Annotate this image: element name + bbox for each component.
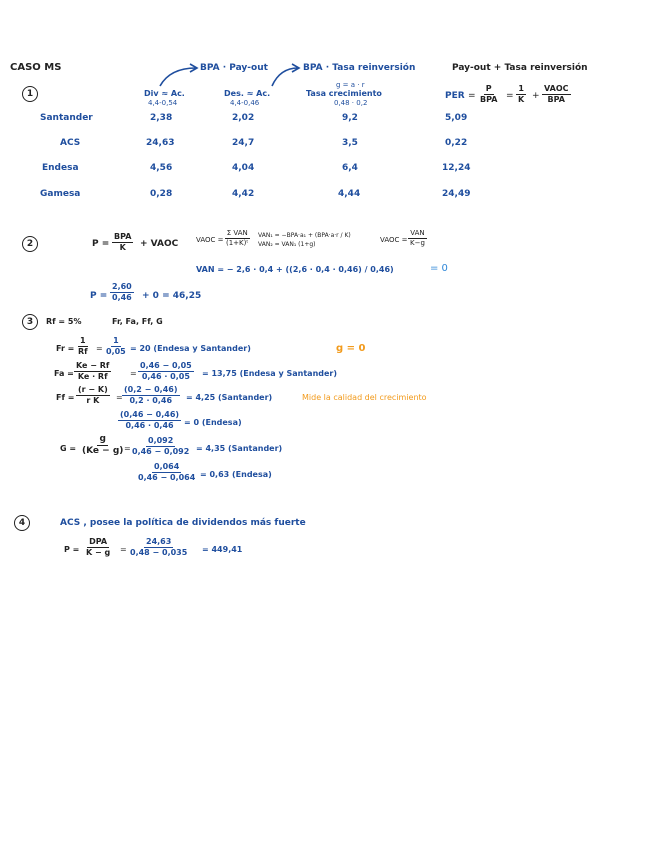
section-number-3: 3	[22, 314, 38, 330]
s3-ff2-fraction	[122, 386, 180, 405]
s3-ff2-den: 0,2 · 0,46	[129, 396, 173, 405]
row-per-santander: 5,09	[445, 113, 468, 123]
s3-fa-fraction	[74, 362, 111, 381]
arrow2-label: BPA · Tasa reinversión	[303, 63, 416, 73]
s4-p-num: DPA	[89, 537, 108, 546]
s3-ff-note: Mide la calidad del crecimiento	[302, 393, 427, 402]
s2-p-lhs: P =	[92, 239, 110, 249]
s4-p2-fraction	[128, 538, 189, 557]
column-header-tasa: Tasa crecimiento	[306, 89, 382, 98]
per-f1-num: P	[485, 84, 492, 93]
s3-ff2-num: (0,2 − 0,46)	[124, 385, 178, 394]
s3-g-eq: =	[124, 444, 131, 453]
s3-g2-result: = 4,35 (Santander)	[196, 444, 283, 453]
document-title: CASO MS	[10, 62, 62, 73]
row-per-acs: 0,22	[445, 138, 468, 148]
per-f2-num: 1	[518, 84, 524, 93]
arrow1-label: BPA · Pay-out	[200, 63, 268, 73]
s3-g0: g = 0	[336, 343, 366, 354]
per-f2-den: K	[518, 95, 525, 104]
s3-ff-result: = 4,25 (Santander)	[186, 393, 273, 402]
payout-plus-tasa-label: Pay-out + Tasa reinversión	[452, 63, 588, 73]
s3-fa2-num: 0,46 − 0,05	[140, 361, 192, 370]
s4-p2-den: 0,48 − 0,035	[130, 548, 188, 557]
s3-fa-lhs: Fa =	[54, 369, 74, 378]
s3-ff-lhs: Ff =	[56, 393, 75, 402]
s3-g3-num: 0,064	[154, 462, 180, 471]
s4-p2-num: 24,63	[146, 537, 172, 546]
column-header-tasa-sup: g = a · r	[336, 81, 365, 89]
per-f3-den: BPA	[547, 95, 565, 104]
per-equals: =	[468, 91, 476, 101]
row-div-santander: 2,38	[150, 113, 173, 123]
section-number-2: 2	[22, 236, 38, 252]
s3-ratios: Fr, Fa, Ff, G	[112, 317, 163, 326]
row-div-acs: 24,63	[146, 138, 175, 148]
s2-p-num: BPA	[114, 232, 132, 241]
s3-fa-eq: =	[130, 369, 137, 378]
s3-fr2-num: 1	[113, 336, 119, 345]
s2-vaoc-num: Σ VAN	[226, 229, 248, 237]
s3-fr2-fraction	[104, 337, 128, 356]
per-fraction-2	[516, 85, 526, 104]
column-header-des-sub: 4,4-0,46	[230, 99, 260, 107]
s4-p-fraction	[84, 538, 112, 557]
s2-p2-fraction	[110, 283, 134, 302]
s2-vaoc2-lhs: VAOC =	[380, 236, 408, 244]
s3-fr-fraction	[76, 337, 90, 356]
section-number-4: 4	[14, 515, 30, 531]
s3-ff3-fraction	[118, 411, 181, 430]
s3-ff3-result: = 0 (Endesa)	[184, 418, 242, 427]
s3-g2-num: 0,092	[148, 436, 174, 445]
s4-p-eq: =	[120, 545, 127, 554]
s3-g-lhs: G =	[60, 444, 77, 453]
row-per-gamesa: 24,49	[442, 189, 471, 199]
s4-p-lhs: P =	[64, 545, 80, 554]
s3-g-den: (Ke − g)	[82, 446, 124, 456]
s2-van2: VAN₂ = VAN₁ (1+g)	[258, 241, 316, 248]
s3-ff-eq: =	[116, 393, 123, 402]
row-des-endesa: 4,04	[232, 163, 255, 173]
row-tasa-acs: 3,5	[342, 138, 358, 148]
s3-fa-result: = 13,75 (Endesa y Santander)	[202, 369, 338, 378]
s3-fr-result: = 20 (Endesa y Santander)	[130, 344, 251, 353]
per-plus: +	[532, 91, 540, 101]
s2-p2-lhs: P =	[90, 291, 108, 301]
s3-fa2-fraction	[138, 362, 194, 381]
per-f1-den: BPA	[480, 95, 498, 104]
row-des-santander: 2,02	[232, 113, 255, 123]
row-div-endesa: 4,56	[150, 163, 173, 173]
row-tasa-santander: 9,2	[342, 113, 358, 123]
column-header-des: Des. ≈ Ac.	[224, 89, 271, 98]
row-tasa-endesa: 6,4	[342, 163, 358, 173]
s3-ff-fraction	[76, 386, 110, 405]
s3-fa-num: Ke − Rf	[76, 361, 110, 370]
s3-header: Rf = 5%	[46, 317, 82, 326]
s3-fr-den: Rf	[78, 347, 88, 356]
s2-p2-num: 2,60	[112, 282, 132, 291]
row-tasa-gamesa: 4,44	[338, 189, 361, 199]
per-label: PER	[445, 91, 465, 101]
s3-ff-den: r K	[86, 396, 100, 405]
s2-vaoc-den: (1+K)ᵗ	[226, 239, 249, 247]
s3-g2-den: 0,46 − 0,092	[132, 447, 190, 456]
s2-vaoc2-fraction	[408, 230, 427, 247]
s2-van-line: VAN = − 2,6 · 0,4 + ((2,6 · 0,4 · 0,46) / 0,46)	[196, 265, 394, 274]
per-fraction-1	[478, 85, 499, 104]
s3-g3-result: = 0,63 (Endesa)	[200, 470, 272, 479]
s3-ff3-num: (0,46 − 0,46)	[120, 410, 180, 419]
s3-g3-den: 0,46 − 0,064	[138, 473, 196, 482]
s3-ff-num: (r − K)	[78, 385, 108, 394]
per-fraction-3	[542, 85, 571, 104]
s2-van1: VAN₁ = −BPA·a₁ + (BPA·a·r / K)	[258, 232, 351, 239]
s3-g-fraction	[80, 435, 125, 456]
s3-fa2-den: 0,46 · 0,05	[141, 372, 190, 381]
s2-van-result: = 0	[430, 263, 448, 274]
column-header-tasa-sub: 0,48 · 0,2	[334, 99, 368, 107]
s2-p-fraction	[112, 233, 133, 252]
row-name-santander: Santander	[40, 113, 93, 123]
s3-fr-eq: =	[96, 344, 103, 353]
s2-vaoc2-den: K−g	[410, 239, 425, 247]
per-f3-num: VAOC	[544, 84, 569, 93]
column-header-div-sub: 4,4-0,54	[148, 99, 178, 107]
s2-p-den: K	[119, 243, 126, 252]
row-name-acs: ACS	[60, 138, 81, 148]
s4-text: ACS , posee la política de dividendos más fuerte	[60, 518, 306, 528]
row-name-endesa: Endesa	[42, 163, 79, 173]
s4-result: = 449,41	[202, 545, 243, 554]
s4-p-den: K − g	[86, 548, 111, 557]
s3-g3-fraction	[136, 463, 197, 482]
per-equals-2: =	[506, 91, 514, 101]
s3-g-num: g	[99, 434, 106, 444]
s2-p-rest: + VAOC	[140, 239, 179, 249]
row-per-endesa: 12,24	[442, 163, 471, 173]
row-name-gamesa: Gamesa	[40, 189, 81, 199]
s3-g2-fraction	[130, 437, 191, 456]
s3-fr-num: 1	[80, 336, 86, 345]
row-des-gamesa: 4,42	[232, 189, 255, 199]
row-div-gamesa: 0,28	[150, 189, 173, 199]
s2-p2-den: 0,46	[112, 293, 132, 302]
column-header-div: Div ≈ Ac.	[144, 89, 185, 98]
s2-vaoc2-num: VAN	[410, 229, 425, 237]
s3-ff3-den: 0,46 · 0,46	[125, 421, 174, 430]
s2-p2-rest: + 0 = 46,25	[142, 291, 202, 301]
row-des-acs: 24,7	[232, 138, 255, 148]
s2-vaoc-fraction	[224, 230, 250, 247]
s3-fr2-den: 0,05	[106, 347, 126, 356]
s3-fr-lhs: Fr =	[56, 344, 75, 353]
section-number-1: 1	[22, 86, 38, 102]
arrow-curve-1	[160, 68, 196, 86]
s3-fa-den: Ke · Rf	[77, 372, 108, 381]
s2-vaoc-lhs: VAOC =	[196, 236, 224, 244]
